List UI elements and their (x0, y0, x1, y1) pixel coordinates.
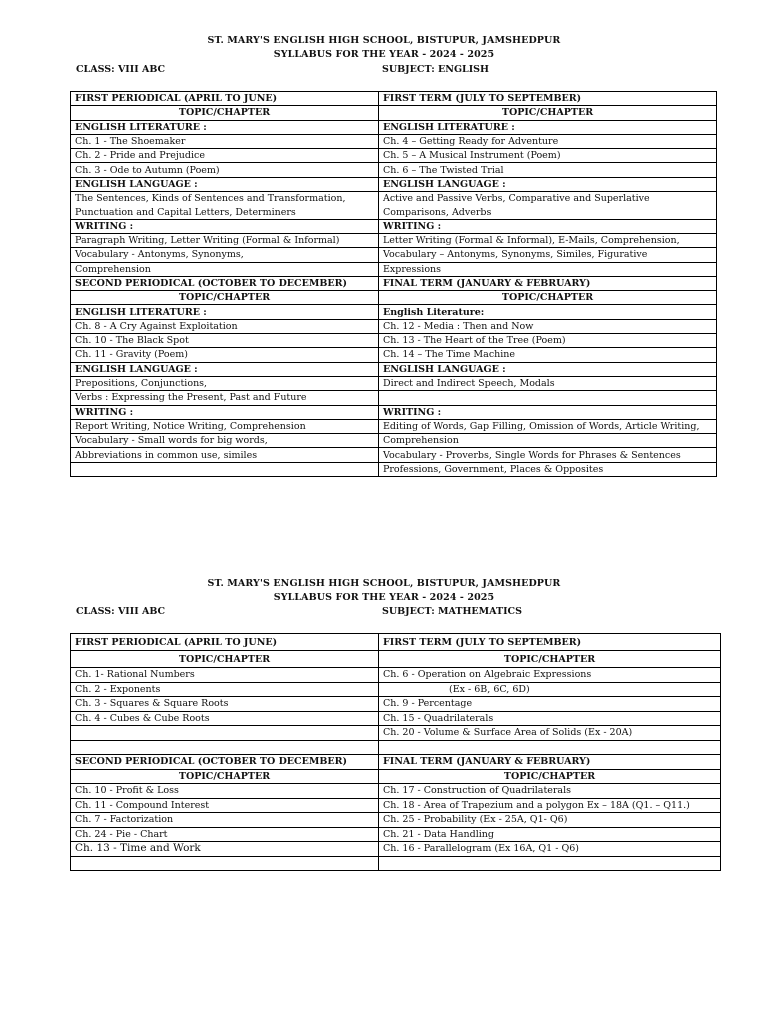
english-right-cell: ENGLISH LITERATURE : (379, 120, 717, 134)
maths-right-cell: Ch. 15 - Quadrilaterals (379, 711, 721, 726)
english-table-row (71, 219, 717, 233)
english-right-cell: Ch. 6 – The Twisted Trial (379, 163, 717, 177)
english-table-row (71, 305, 717, 319)
english-right-cell: Ch. 12 - Media : Then and Now (379, 319, 717, 333)
maths-table-row (71, 813, 721, 828)
english-left-cell: ENGLISH LANGUAGE : (71, 177, 379, 191)
maths-right-cell: FINAL TERM (JANUARY & FEBRUARY) (379, 755, 721, 770)
english-table-row (71, 106, 717, 120)
maths-subject-label: SUBJECT: MATHEMATICS (382, 606, 522, 617)
english-table-row (71, 348, 717, 362)
maths-right-cell: Ch. 20 - Volume & Surface Area of Solids (Ex - 20A) (379, 726, 721, 741)
english-table-row (71, 362, 717, 376)
english-left-cell: Ch. 10 - The Black Spot (71, 334, 379, 348)
english-right-cell: Comprehension (379, 434, 717, 448)
english-left-cell: TOPIC/CHAPTER (71, 106, 379, 120)
maths-right-cell: Ch. 16 - Parallelogram (Ex 16A, Q1 - Q6) (379, 842, 721, 857)
english-right-cell: Letter Writing (Formal & Informal), E-Mails, Comprehension, (379, 233, 717, 247)
maths-right-cell: TOPIC/CHAPTER (379, 769, 721, 784)
english-right-cell: Ch. 5 – A Musical Instrument (Poem) (379, 149, 717, 163)
maths-table-row (71, 842, 721, 857)
english-left-cell: The Sentences, Kinds of Sentences and Transformation, (71, 192, 379, 206)
english-left-cell: WRITING : (71, 405, 379, 419)
english-table-row (71, 405, 717, 419)
english-left-cell: ENGLISH LANGUAGE : (71, 362, 379, 376)
english-right-cell: Vocabulary – Antonyms, Synonyms, Similes, Figurative (379, 248, 717, 262)
english-left-cell (71, 462, 379, 476)
maths-table-row (71, 856, 721, 871)
english-right-cell: TOPIC/CHAPTER (379, 106, 717, 120)
english-syllabus-table (70, 91, 717, 477)
maths-table-row (71, 769, 721, 784)
maths-table-row (71, 668, 721, 683)
english-right-cell: Direct and Indirect Speech, Modals (379, 376, 717, 390)
english-right-cell: ENGLISH LANGUAGE : (379, 177, 717, 191)
english-left-cell: Vocabulary - Antonyms, Synonyms, (71, 248, 379, 262)
english-table-row (71, 276, 717, 290)
english-right-cell: ENGLISH LANGUAGE : (379, 362, 717, 376)
maths-left-cell: Ch. 3 - Squares & Square Roots (71, 697, 379, 712)
maths-table-row (71, 711, 721, 726)
maths-syllabus-table (70, 633, 721, 871)
english-right-cell: WRITING : (379, 219, 717, 233)
english-left-cell: ENGLISH LITERATURE : (71, 120, 379, 134)
maths-table-row (71, 798, 721, 813)
english-right-cell: Active and Passive Verbs, Comparative and Superlative (379, 192, 717, 206)
english-left-cell: ENGLISH LITERATURE : (71, 305, 379, 319)
maths-right-cell: Ch. 6 - Operation on Algebraic Expressions (379, 668, 721, 683)
english-right-cell: Ch. 14 – The Time Machine (379, 348, 717, 362)
english-left-cell: SECOND PERIODICAL (OCTOBER TO DECEMBER) (71, 276, 379, 290)
maths-class-label: CLASS: VIII ABC (76, 606, 166, 617)
english-left-cell: Punctuation and Capital Letters, Determiners (71, 205, 379, 219)
maths-left-cell: Ch. 1- Rational Numbers (71, 668, 379, 683)
maths-left-cell: Ch. 24 - Pie - Chart (71, 827, 379, 842)
maths-right-cell: (Ex - 6B, 6C, 6D) (379, 682, 721, 697)
english-right-cell: Ch. 4 – Getting Ready for Adventure (379, 134, 717, 148)
maths-table-row (71, 740, 721, 755)
english-left-cell: Ch. 8 - A Cry Against Exploitation (71, 319, 379, 333)
maths-table-row (71, 651, 721, 668)
english-left-cell: Ch. 1 - The Shoemaker (71, 134, 379, 148)
english-right-cell: FIRST TERM (JULY TO SEPTEMBER) (379, 92, 717, 106)
maths-left-cell: Ch. 11 - Compound Interest (71, 798, 379, 813)
english-left-cell: Vocabulary - Small words for big words, (71, 434, 379, 448)
english-table-row (71, 419, 717, 433)
english-left-cell: Verbs : Expressing the Present, Past and Future (71, 391, 379, 405)
english-table-row (71, 291, 717, 305)
english-syllabus-year: SYLLABUS FOR THE YEAR - 2024 - 2025 (273, 49, 495, 60)
maths-right-cell: Ch. 17 - Construction of Quadrilaterals (379, 784, 721, 799)
english-table-row (71, 262, 717, 276)
english-right-cell: Vocabulary - Proverbs, Single Words for Phrases & Sentences (379, 448, 717, 462)
english-table-row (71, 233, 717, 247)
english-left-cell: FIRST PERIODICAL (APRIL TO JUNE) (71, 92, 379, 106)
maths-right-cell (379, 740, 721, 755)
maths-left-cell: FIRST PERIODICAL (APRIL TO JUNE) (71, 634, 379, 651)
maths-right-cell: TOPIC/CHAPTER (379, 651, 721, 668)
maths-left-cell (71, 740, 379, 755)
maths-left-cell: Ch. 10 - Profit & Loss (71, 784, 379, 799)
english-right-cell: Editing of Words, Gap Filling, Omission of Words, Article Writing, (379, 419, 717, 433)
english-class-label: CLASS: VIII ABC (76, 64, 166, 75)
maths-right-cell (379, 856, 721, 871)
maths-table-row (71, 726, 721, 741)
english-table-row (71, 334, 717, 348)
english-right-cell: Professions, Government, Places & Opposites (379, 462, 717, 476)
maths-right-cell: Ch. 18 - Area of Trapezium and a polygon Ex – 18A (Q1. – Q11.) (379, 798, 721, 813)
english-right-cell: Comparisons, Adverbs (379, 205, 717, 219)
english-right-cell: WRITING : (379, 405, 717, 419)
maths-right-cell: FIRST TERM (JULY TO SEPTEMBER) (379, 634, 721, 651)
maths-right-cell: Ch. 21 - Data Handling (379, 827, 721, 842)
maths-left-cell (71, 726, 379, 741)
english-table-row (71, 391, 717, 405)
english-right-cell: FINAL TERM (JANUARY & FEBRUARY) (379, 276, 717, 290)
english-left-cell: Ch. 3 - Ode to Autumn (Poem) (71, 163, 379, 177)
english-table-row (71, 120, 717, 134)
english-left-cell: Paragraph Writing, Letter Writing (Formal & Informal) (71, 233, 379, 247)
english-table-row (71, 448, 717, 462)
english-right-cell: Ch. 13 - The Heart of the Tree (Poem) (379, 334, 717, 348)
english-table-row (71, 205, 717, 219)
maths-left-cell: SECOND PERIODICAL (OCTOBER TO DECEMBER) (71, 755, 379, 770)
english-table-row (71, 92, 717, 106)
english-table-row (71, 177, 717, 191)
maths-left-cell: Ch. 13 - Time and Work (71, 842, 379, 857)
maths-table-row (71, 697, 721, 712)
maths-left-cell: Ch. 4 - Cubes & Cube Roots (71, 711, 379, 726)
english-left-cell: TOPIC/CHAPTER (71, 291, 379, 305)
english-table-row (71, 376, 717, 390)
english-left-cell: Ch. 11 - Gravity (Poem) (71, 348, 379, 362)
english-table-row (71, 462, 717, 476)
maths-syllabus-year: SYLLABUS FOR THE YEAR - 2024 - 2025 (273, 592, 495, 603)
english-right-cell: Expressions (379, 262, 717, 276)
english-left-cell: WRITING : (71, 219, 379, 233)
english-table-row (71, 149, 717, 163)
english-table-row (71, 163, 717, 177)
english-left-cell: Prepositions, Conjunctions, (71, 376, 379, 390)
english-table-row (71, 134, 717, 148)
english-subject-label: SUBJECT: ENGLISH (382, 64, 490, 75)
english-left-cell: Abbreviations in common use, similes (71, 448, 379, 462)
english-school-name: ST. MARY'S ENGLISH HIGH SCHOOL, BISTUPUR, JAMSHEDPUR (207, 35, 561, 46)
maths-school-name: ST. MARY'S ENGLISH HIGH SCHOOL, BISTUPUR, JAMSHEDPUR (207, 578, 561, 589)
english-left-cell: Comprehension (71, 262, 379, 276)
maths-table-row (71, 755, 721, 770)
english-table-row (71, 192, 717, 206)
maths-left-cell: Ch. 7 - Factorization (71, 813, 379, 828)
maths-table-row (71, 682, 721, 697)
maths-left-cell: Ch. 2 - Exponents (71, 682, 379, 697)
english-right-cell: English Literature: (379, 305, 717, 319)
maths-left-cell: TOPIC/CHAPTER (71, 651, 379, 668)
maths-table-row (71, 784, 721, 799)
english-left-cell: Report Writing, Notice Writing, Comprehension (71, 419, 379, 433)
english-right-cell (379, 391, 717, 405)
maths-right-cell: Ch. 9 - Percentage (379, 697, 721, 712)
english-right-cell: TOPIC/CHAPTER (379, 291, 717, 305)
maths-right-cell: Ch. 25 - Probability (Ex - 25A, Q1- Q6) (379, 813, 721, 828)
english-left-cell: Ch. 2 - Pride and Prejudice (71, 149, 379, 163)
maths-table-row (71, 634, 721, 651)
maths-left-cell: TOPIC/CHAPTER (71, 769, 379, 784)
maths-left-cell (71, 856, 379, 871)
english-table-row (71, 434, 717, 448)
english-table-row (71, 248, 717, 262)
english-table-row (71, 319, 717, 333)
maths-table-row (71, 827, 721, 842)
